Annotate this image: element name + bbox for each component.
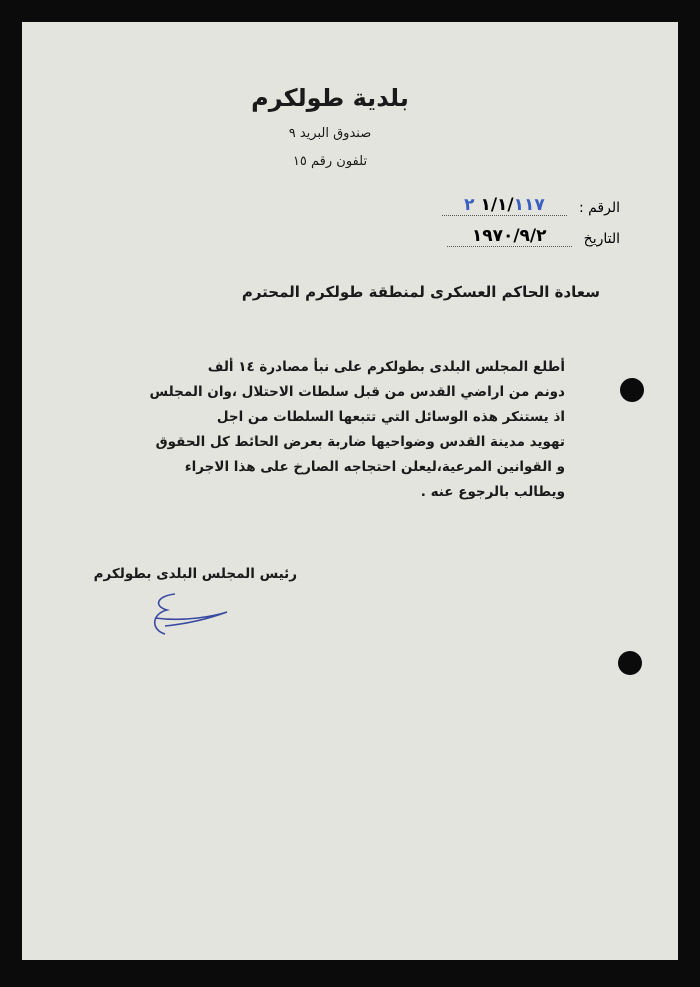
reference-number-label: الرقم : [578, 200, 620, 216]
body-line: و القوانين المرعية،ليعلن احتجاجه الصارخ على هذا الاجراء [184, 459, 565, 475]
body-line: ويطالب بالرجوع عنه . [420, 484, 565, 500]
reference-number-printed: ١/١/ [480, 195, 514, 215]
letterhead-phone: تلفون رقم ١٥ [292, 154, 368, 169]
body-line: أطلع المجلس البلدى بطولكرم على نبأ مصادرة ١٤ ألف [207, 359, 565, 375]
handwritten-signature [145, 588, 235, 643]
punch-hole [620, 378, 644, 402]
reference-number-handwritten: ١١٧ ٢ [464, 195, 545, 215]
body-line: دونم من اراضي القدس من قبل سلطات الاحتلال ،وان المجلس [149, 384, 565, 400]
date-value: ١٩٧٠/٩/٢ [447, 226, 572, 247]
addressee: سعادة الحاكم العسكرى لمنطقة طولكرم المحترم [241, 283, 600, 301]
date-row [447, 226, 620, 247]
signature-title: رئيس المجلس البلدى بطولكرم [93, 566, 297, 582]
letter-body [85, 355, 565, 505]
date-label: التاريخ [583, 231, 620, 247]
body-line: اذ يستنكر هذه الوسائل التي تتبعها السلطات من اجل [216, 409, 565, 425]
letterhead-title: بلدية طولكرم [251, 84, 409, 112]
reference-number-row [442, 195, 620, 216]
reference-number-value [442, 195, 567, 216]
punch-hole [618, 651, 642, 675]
letterhead-po-box: صندوق البريد ٩ [288, 126, 372, 141]
body-line: تهويد مدينة القدس وضواحيها ضاربة بعرض الحائط كل الحقوق [155, 434, 565, 450]
